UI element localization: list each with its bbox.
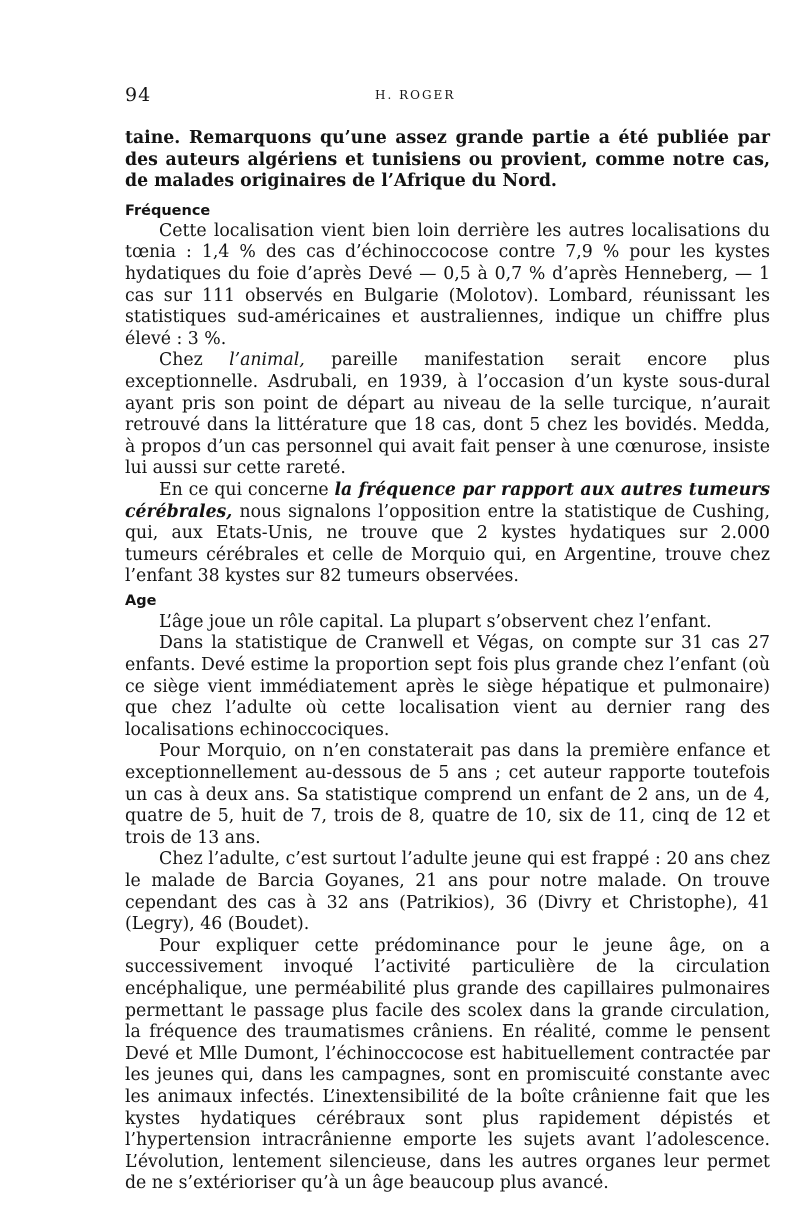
section-heading-frequence: Fréquence: [125, 202, 211, 219]
intro-paragraph: taine. Remarquons qu’une assez grande partie a été publiée par des auteurs algériens et tunisiens ou provient, comme notre cas, de malades originaires de l’Afrique du Nord.: [125, 128, 770, 192]
paragraph: [125, 480, 770, 588]
running-head: H. ROGER: [375, 88, 456, 102]
paragraph-text: Chez: [159, 350, 230, 371]
page-number: 94: [125, 84, 152, 106]
paragraph: Chez l’adulte, c’est surtout l’adulte jeune qui est frappé : 20 ans chez le malade de Barcia Goyanes, 21 ans pour notre malade. On trouve cependant des cas à 32 ans (Patrikios), 36 (Divry et Christophe), 41 (Legry), 46 (Boudet).: [125, 849, 770, 935]
paragraph-text: nous signalons l’opposition entre la statistique de Cushing, qui, aux Etats-Unis, ne trouve que 2 kystes hydatiques sur 2.000 tumeurs cérébrales et celle de Morquio qui, en Argentine, trouve chez l’enfant 38 kystes sur 82 tumeurs observées.: [125, 501, 770, 587]
paragraph: [125, 350, 770, 480]
paragraph-text: pareille manifestation serait encore plus exceptionnelle. Asdrubali, en 1939, à l’occasion d’un kyste sous-dural ayant pris son point de départ au niveau de la selle turcique, n’aurait retrouvé dans la littérature que 18 cas, dont 5 chez les bovidés. Medda, à propos d’un cas personnel qui avait fait penser à une cœnurose, insiste lui aussi sur cette rareté.: [125, 350, 770, 479]
italic-phrase: la fréquence par rapport aux autres tumeurs cérébrales,: [125, 479, 770, 522]
paragraph: Pour Morquio, on n’en constaterait pas dans la première enfance et exceptionnellement au-dessous de 5 ans ; cet auteur rapporte toutefois un cas à deux ans. Sa statistique comprend un enfant de 2 ans, un de 4, quatre de 5, huit de 7, trois de 8, quatre de 10, six de 11, cinq de 12 et trois de 13 ans.: [125, 741, 770, 848]
paragraph: Cette localisation vient bien loin derrière les autres localisations du tœnia : 1,4 % des cas d’échinoccocose contre 7,9 % pour les kystes hydatiques du foie d’après Devé — 0,5 à 0,7 % d’après Henneberg, — 1 cas sur 111 observés en Bulgarie (Molotov). Lombard, réunissant les statistiques sud-américaines et australiennes, indique un chiffre plus élevé : 3 %.: [125, 220, 770, 349]
page-header: [125, 84, 770, 108]
section-heading-age: Age: [125, 592, 157, 609]
paragraph: Dans la statistique de Cranwell et Végas, on compte sur 31 cas 27 enfants. Devé estime la proportion sept fois plus grande chez l’enfant (où ce siège vient immédiatement après le siège hépatique et pulmonaire) que chez l’adulte où cette localisation vient au dernier rang des localisations echinoccociques.: [125, 633, 770, 740]
paragraph: Pour expliquer cette prédominance pour le jeune âge, on a successivement invoqué l’activité particulière de la circulation encéphalique, une perméabilité plus grande des capillaires pulmonaires permettant le passage plus facile des scolex dans la grande circulation, la fréquence des traumatismes crâniens. En réalité, comme le pensent Devé et Mlle Dumont, l’échinoccocose est habituellement contractée par les jeunes qui, dans les campagnes, sont en promiscuité constante avec les animaux infectés. L’inextensibilité de la boîte crânienne fait que les kystes hydatiques cérébraux sont plus rapidement dépistés et l’hypertension intracrânienne emporte les sujets avant l’adolescence. L’évolution, lentement silencieuse, dans les autres organes leur permet de ne s’extérioriser qu’à un âge beaucoup plus avancé.: [125, 935, 770, 1194]
paragraph-text: En ce qui concerne: [159, 479, 335, 500]
italic-term: l’animal,: [229, 350, 305, 371]
body-text: [125, 128, 770, 1195]
paragraph: L’âge joue un rôle capital. La plupart s’observent chez l’enfant.: [159, 611, 712, 632]
